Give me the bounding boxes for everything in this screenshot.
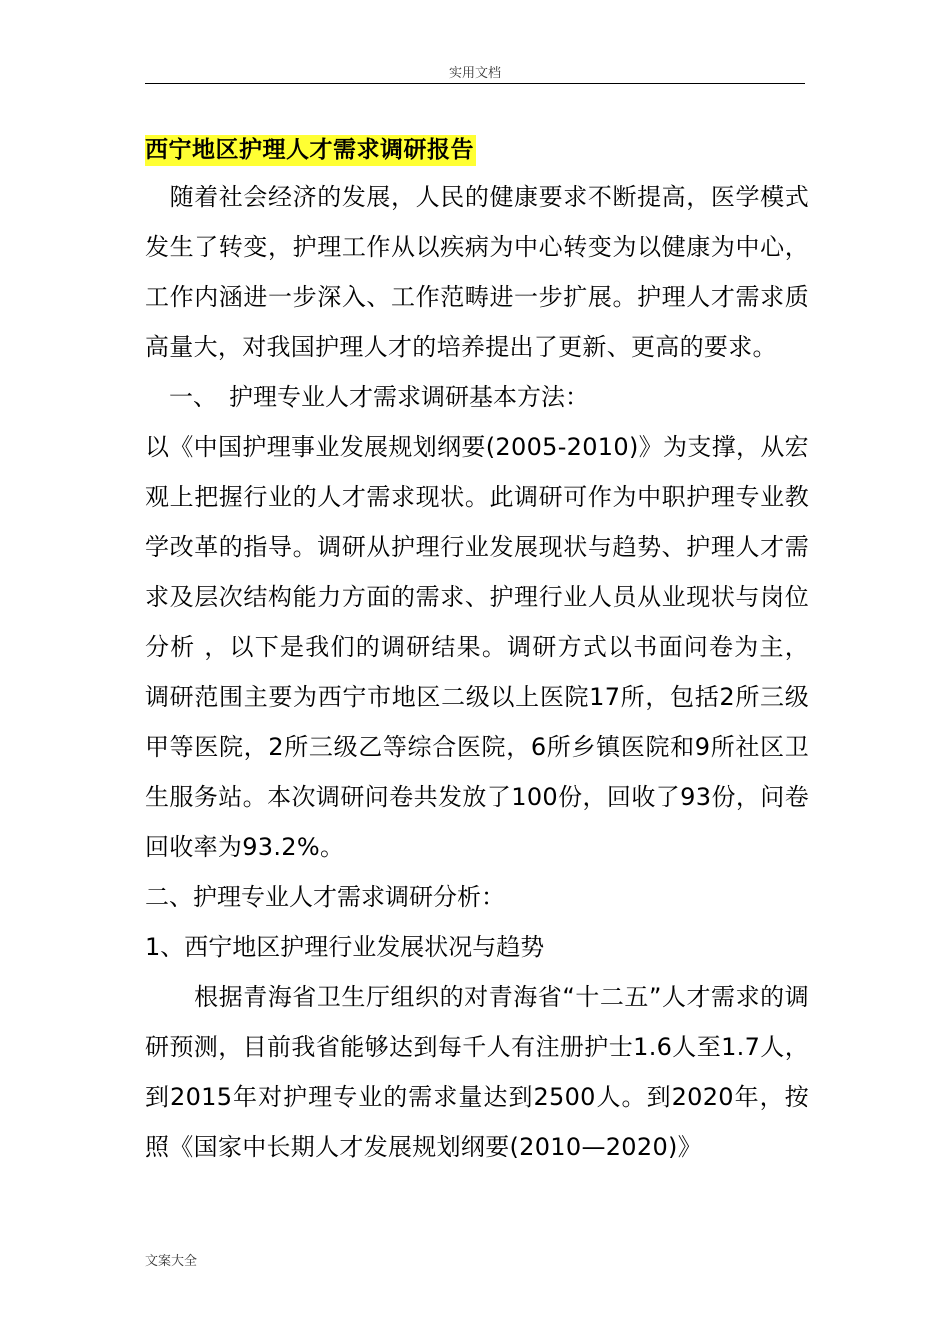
- subsection1-heading: 1、西宁地区护理行业发展状况与趋势: [145, 933, 545, 961]
- subsection1-paragraph: 根据青海省卫生厅组织的对青海省“十二五”人才需求的调研预测，目前我省能够达到每千人有注册护士1.6人至1.7人，到2015年对护理专业的需求量达到2500人。到2020年，按照《国家中长期人才发展规划纲要(2010—2020)》: [145, 983, 809, 1161]
- header-divider: [145, 83, 805, 84]
- page-footer: 文案大全: [145, 1254, 198, 1269]
- section1-paragraph: 以《中国护理事业发展规划纲要(2005-2010)》为支撑，从宏观上把握行业的人才需求现状。此调研可作为中职护理专业教学改革的指导。调研从护理行业发展现状与趋势、护理人才需求及层次结构能力方面的需求、护理行业人员从业现状与岗位分析 ，以下是我们的调研结果。调研方式以书面问卷为主，调研范围主要为西宁市地区二级以上医院17所，包括2所三级甲等医院，2所三级乙等综合医院，6所乡镇医院和9所社区卫生服务站。本次调研问卷共发放了100份，回收了93份，问卷回收率为93.2%。: [145, 433, 809, 861]
- section2-heading: 二、护理专业人才需求调研分析：: [145, 883, 505, 911]
- document-title: [145, 128, 476, 172]
- document-body: [145, 128, 809, 1172]
- section1-heading: 一、 护理专业人才需求调研基本方法：: [145, 383, 589, 411]
- intro-paragraph: 随着社会经济的发展，人民的健康要求不断提高，医学模式发生了转变，护理工作从以疾病为中心转变为以健康为中心，工作内涵进一步深入、工作范畴进一步扩展。护理人才需求质高量大，对我国护理人才的培养提出了更新、更高的要求。: [145, 183, 809, 361]
- page-header: 实用文档: [448, 66, 501, 81]
- title-highlight: 西宁地区护理人才需求调研报告: [145, 135, 476, 166]
